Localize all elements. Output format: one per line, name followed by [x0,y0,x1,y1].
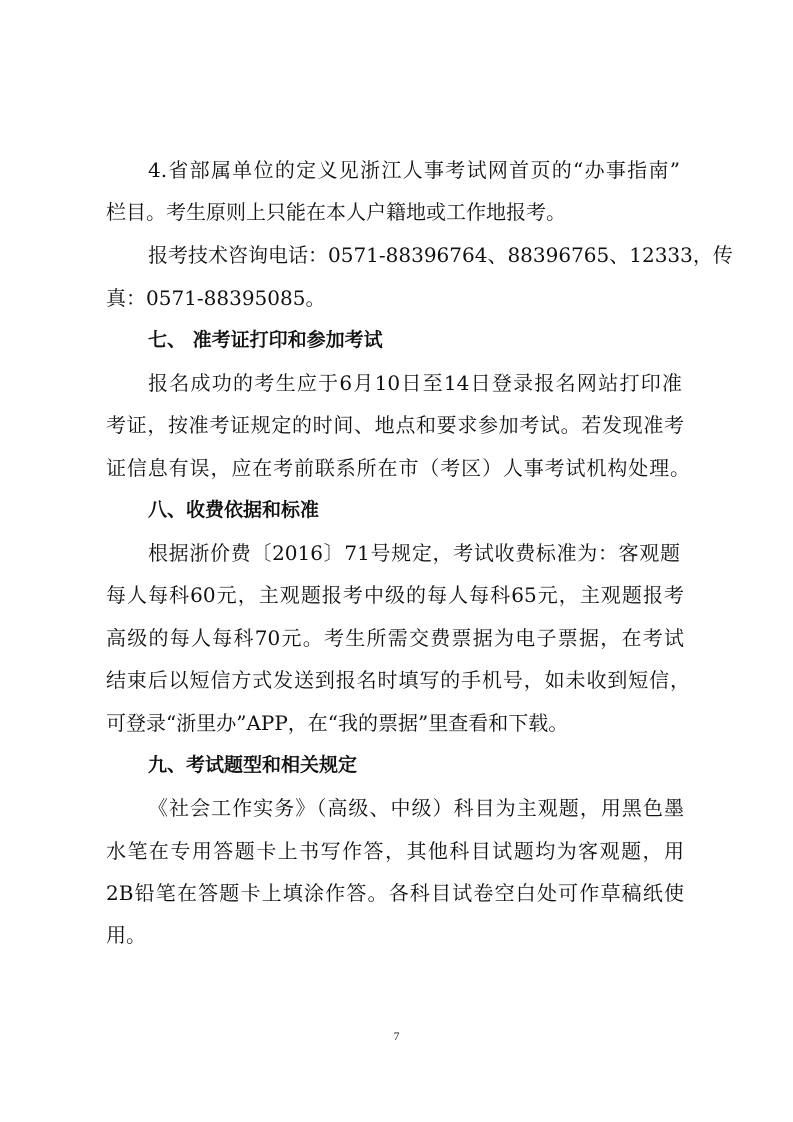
paragraph-line: 4.省部属单位的定义见浙江人事考试网首页的“办事指南” [148,158,680,182]
section-heading-9: 九、考试题型和相关规定 [148,754,358,776]
paragraph-line: 每人每科60元，主观题报考中级的每人每科65元，主观题报考 [106,583,684,607]
paragraph-line: 用。 [106,923,146,947]
page-number: 7 [393,1029,400,1043]
paragraph-line: 根据浙价费〔2016〕71号规定，考试收费标准为：客观题 [148,541,680,565]
paragraph-line: 2B铅笔在答题卡上填涂作答。各科目试卷空白处可作草稿纸使 [106,881,684,905]
paragraph-line: 报考技术咨询电话：0571-88396764、88396765、12333，传 [148,243,733,267]
paragraph-line: 真：0571-88395085。 [106,286,326,310]
paragraph-line: 高级的每人每科70元。考生所需交费票据为电子票据，在考试 [106,626,684,650]
section-heading-8: 八、收费依据和标准 [148,499,320,521]
paragraph-line: 可登录“浙里办”APP，在“我的票据”里查看和下载。 [106,711,569,735]
paragraph-line: 考证，按准考证规定的时间、地点和要求参加考试。若发现准考 [106,413,684,437]
section-heading-7: 七、 准考证打印和参加考试 [148,329,383,351]
paragraph-line: 栏目。考生原则上只能在本人户籍地或工作地报考。 [106,200,566,224]
paragraph-line: 证信息有误，应在考前联系所在市（考区）人事考试机构处理。 [106,456,690,480]
paragraph-line: 结束后以短信方式发送到报名时填写的手机号，如未收到短信， [106,668,690,692]
paragraph-line: 报名成功的考生应于6月10日至14日登录报名网站打印准 [148,371,682,395]
paragraph-line: 《社会工作实务》（高级、中级）科目为主观题，用黑色墨 [148,796,684,820]
paragraph-line: 水笔在专用答题卡上书写作答，其他科目试题均为客观题，用 [106,839,684,863]
